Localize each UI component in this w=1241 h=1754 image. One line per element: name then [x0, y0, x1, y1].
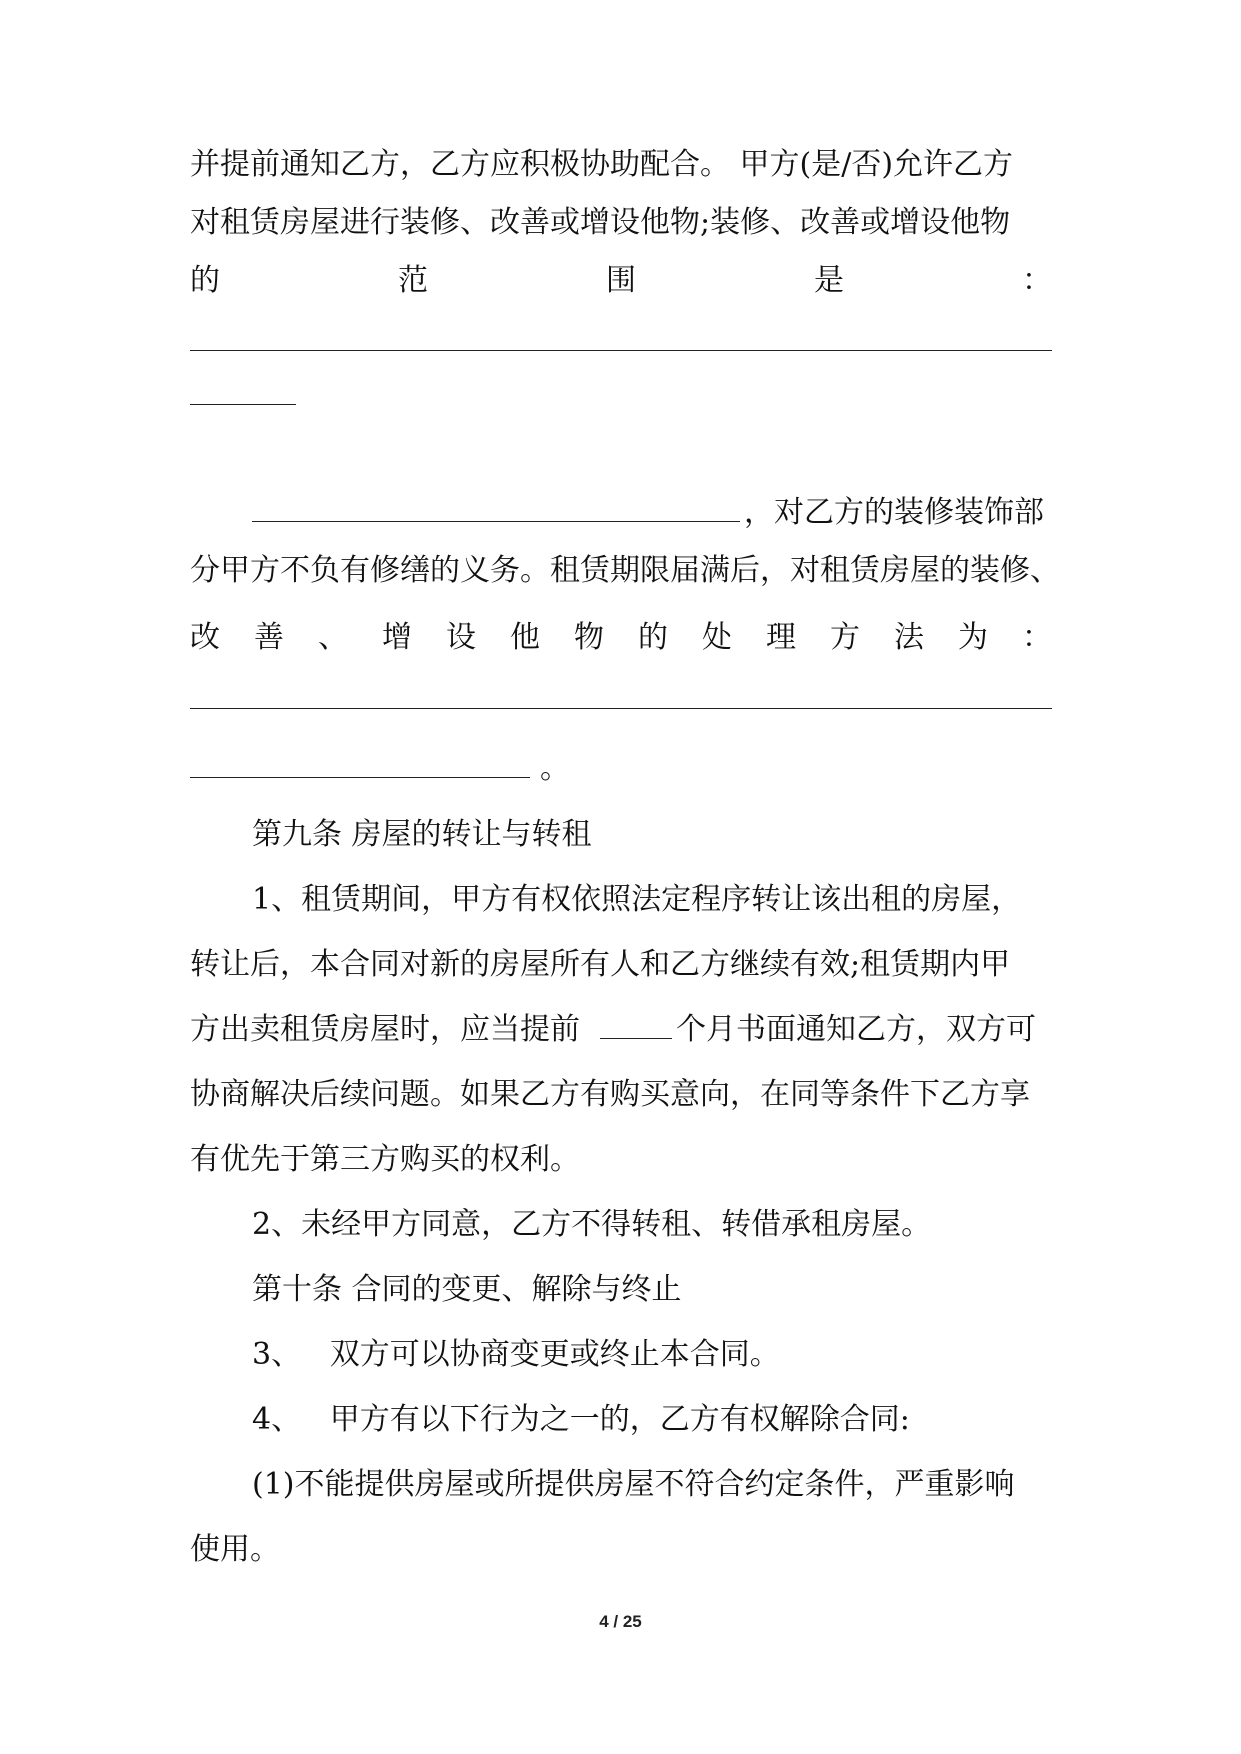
- char: 方: [830, 620, 860, 655]
- char: 处: [702, 620, 732, 655]
- char: 理: [766, 620, 796, 655]
- paragraph-line: 方出卖租赁房屋时，应当提前: [190, 1012, 580, 1047]
- char: 法: [894, 620, 924, 655]
- blank-fill-line: [190, 404, 296, 405]
- paragraph-line: 有优先于第三方购买的权利。: [190, 1142, 580, 1177]
- article-heading: 第九条 房屋的转让与转租: [252, 817, 592, 852]
- char: 为: [958, 620, 988, 655]
- article-heading: 第十条 合同的变更、解除与终止: [252, 1272, 682, 1307]
- char: 改: [190, 620, 220, 655]
- paragraph-line: 个月书面通知乙方，双方可: [676, 1012, 1036, 1047]
- char: 物: [574, 620, 604, 655]
- blank-fill-line: [190, 708, 1052, 709]
- paragraph-line: (1)不能提供房屋或所提供房屋不符合约定条件，严重影响: [252, 1467, 1015, 1502]
- char: 增: [382, 620, 412, 655]
- paragraph-line: 转让后，本合同对新的房屋所有人和乙方继续有效;租赁期内甲: [190, 947, 1011, 982]
- char: 他: [510, 620, 540, 655]
- paragraph-line: 并提前通知乙方，乙方应积极协助配合。 甲方(是/否)允许乙方: [190, 147, 1014, 182]
- char: 善: [254, 620, 284, 655]
- paragraph-line: 协商解决后续问题。如果乙方有购买意向，在同等条件下乙方享: [190, 1077, 1030, 1112]
- char: 设: [446, 620, 476, 655]
- word: 范: [398, 263, 428, 298]
- blank-fill-line: [600, 1038, 672, 1039]
- paragraph-line: 使用。: [190, 1532, 280, 1567]
- char: ：: [1022, 620, 1052, 655]
- paragraph-line: 1、租赁期间，甲方有权依照法定程序转让该出租的房屋，: [252, 882, 1022, 917]
- blank-fill-line: [190, 777, 530, 778]
- paragraph-line: 4、 甲方有以下行为之一的，乙方有权解除合同:: [252, 1402, 910, 1437]
- paragraph-line: 分甲方不负有修缮的义务。租赁期限届满后，对租赁房屋的装修、: [190, 553, 1060, 588]
- paragraph-line-spread: [190, 618, 1052, 658]
- paragraph-line: 3、 双方可以协商变更或终止本合同。: [252, 1337, 780, 1372]
- paragraph-line: 对租赁房屋进行装修、改善或增设他物;装修、改善或增设他物: [190, 205, 1011, 240]
- char: 的: [638, 620, 668, 655]
- blank-fill-line: [252, 521, 740, 522]
- page-number: 4 / 25: [599, 1612, 642, 1631]
- paragraph-line: 2、未经甲方同意，乙方不得转租、转借承租房屋。: [252, 1207, 932, 1242]
- paragraph-end-mark: 。: [540, 751, 570, 786]
- word: 的: [190, 263, 220, 298]
- word: ：: [1022, 263, 1052, 298]
- paragraph-line-spread: [190, 261, 1052, 301]
- paragraph-line: ，对乙方的装修装饰部: [744, 495, 1044, 530]
- word: 围: [606, 263, 636, 298]
- blank-fill-line: [190, 350, 1052, 351]
- char: 、: [318, 620, 348, 655]
- word: 是: [814, 263, 844, 298]
